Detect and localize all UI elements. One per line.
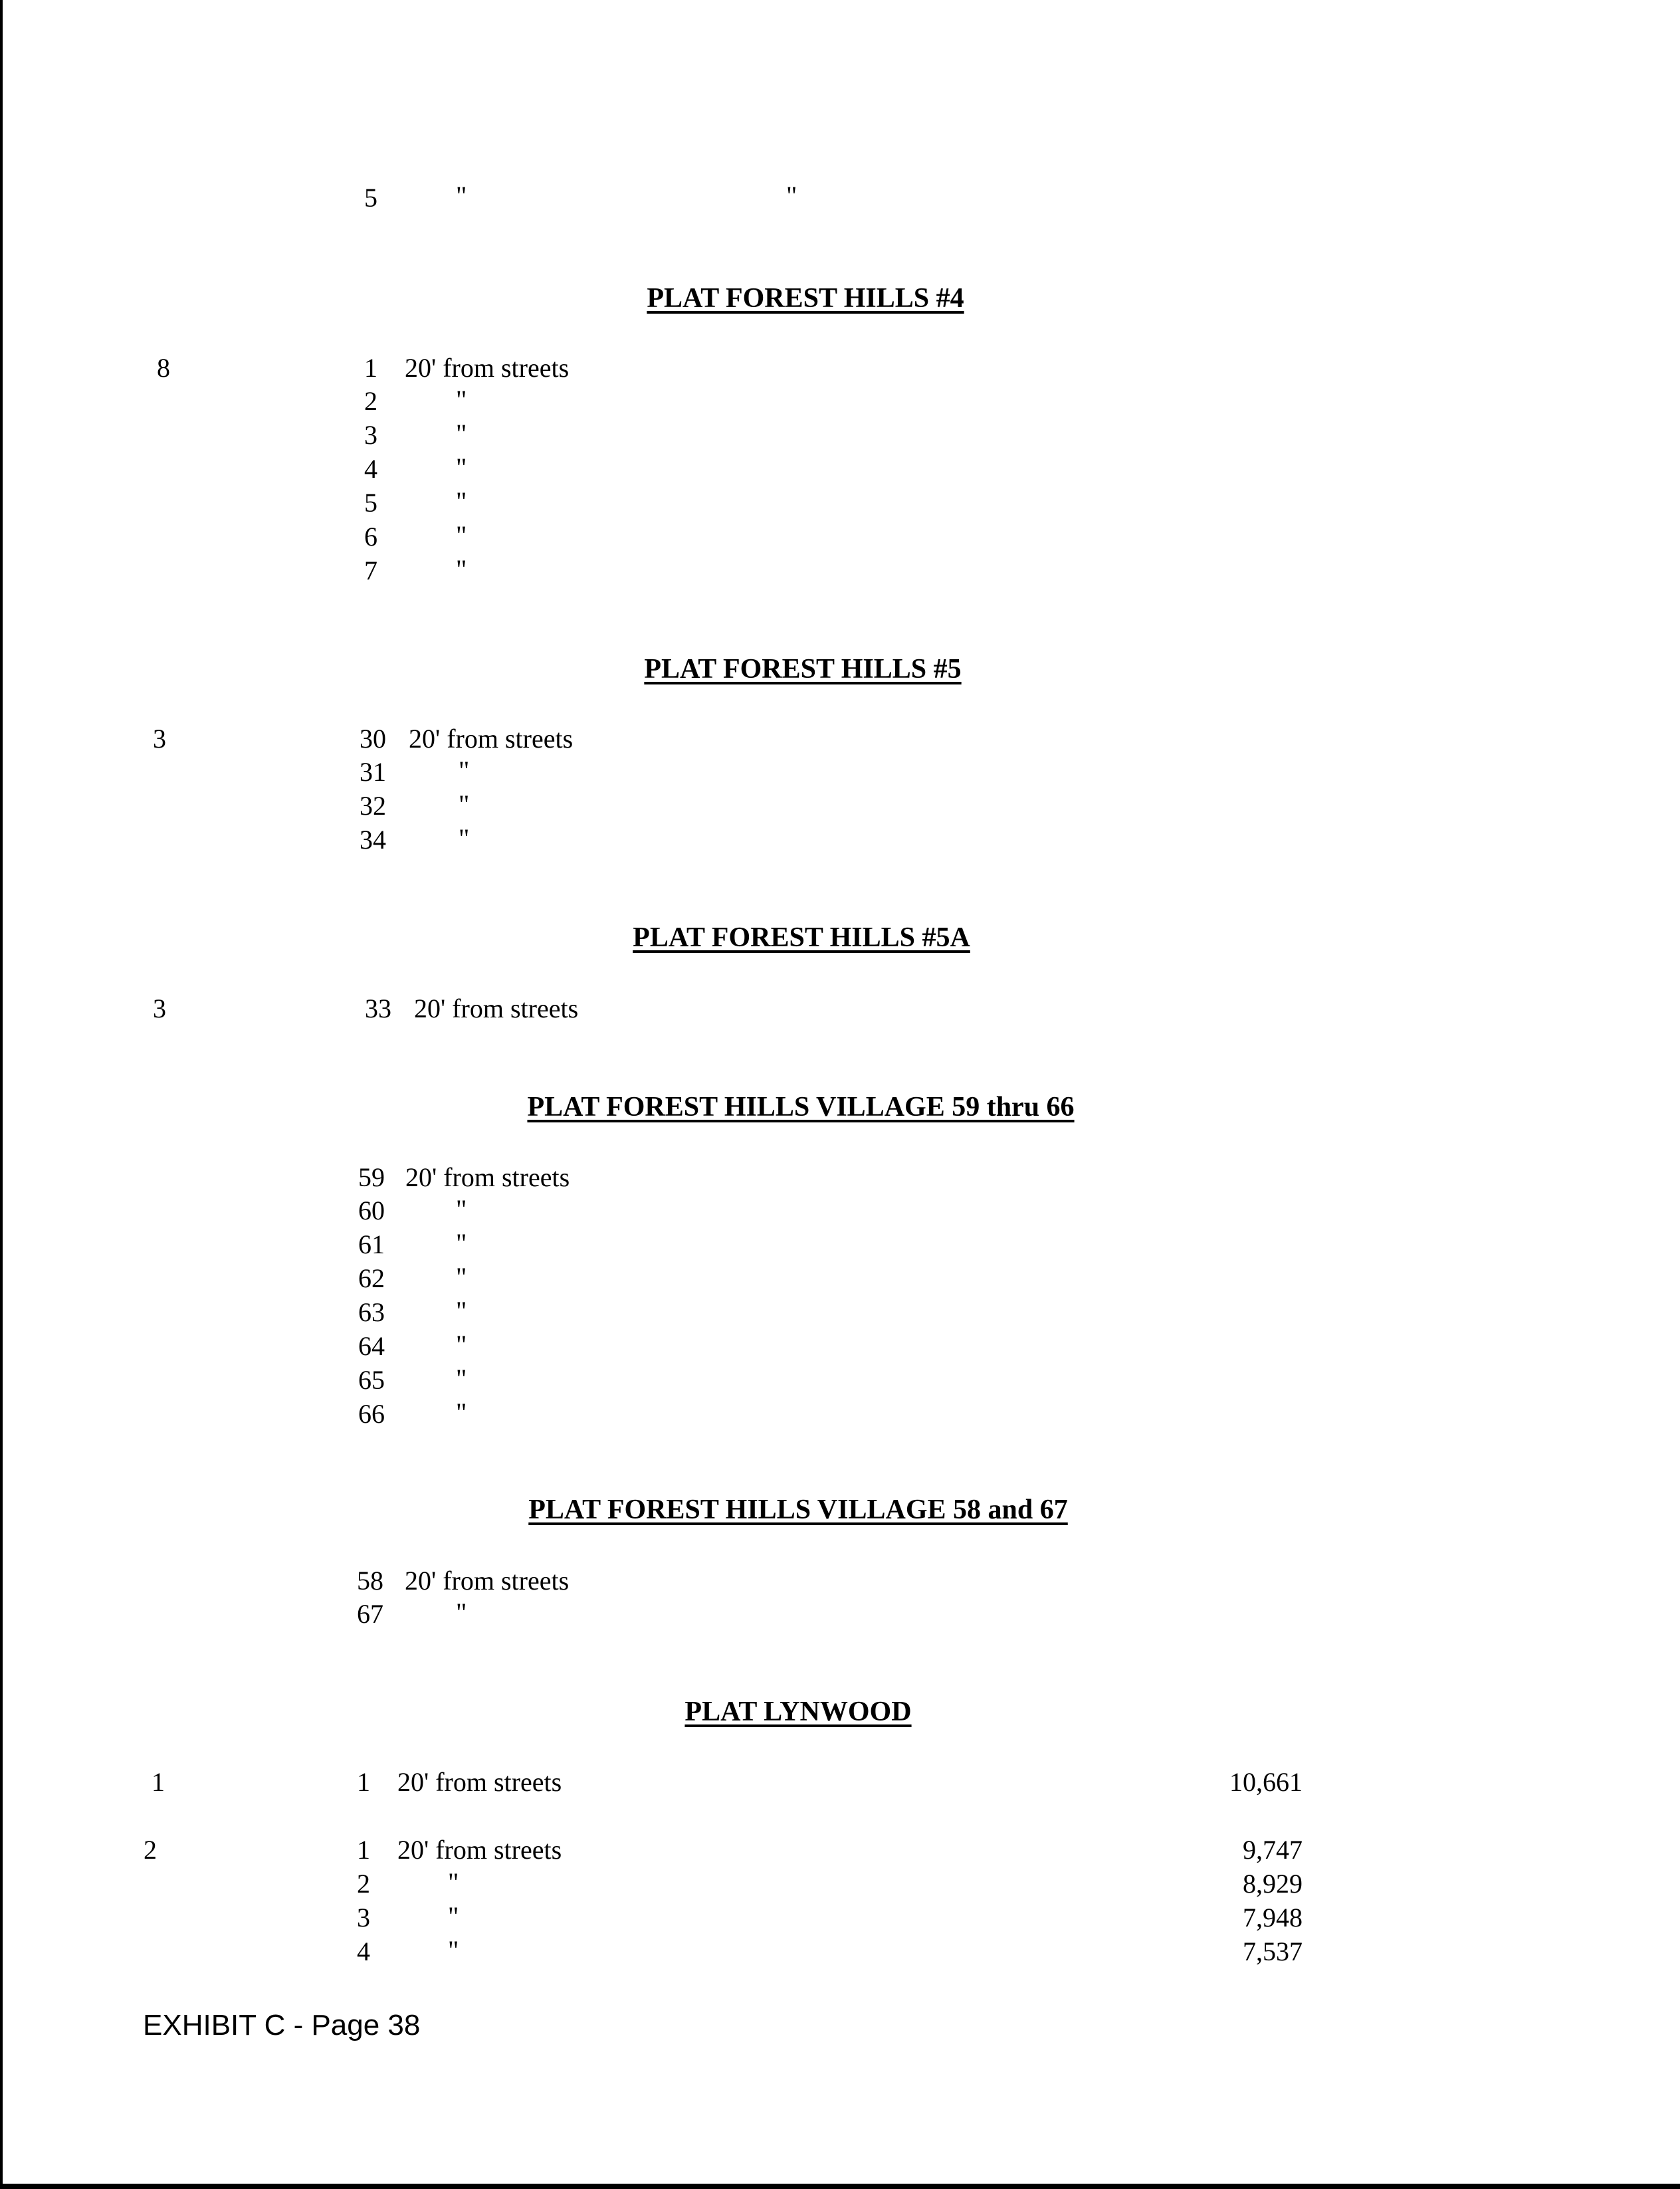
lot-number: 2 bbox=[364, 386, 377, 416]
lot-area: 8,929 bbox=[1243, 1869, 1303, 1899]
lot-number: 61 bbox=[358, 1229, 385, 1259]
lot-number: 63 bbox=[358, 1297, 385, 1327]
section-title: PLAT FOREST HILLS #5A bbox=[633, 922, 970, 953]
lot-number: 66 bbox=[358, 1399, 385, 1429]
lot-number: 59 bbox=[358, 1162, 385, 1192]
lot-number: 4 bbox=[357, 1936, 370, 1966]
page-border-bottom bbox=[0, 2184, 1680, 2189]
lot-number: 31 bbox=[360, 757, 386, 787]
ditto-mark: " bbox=[456, 181, 467, 211]
lot-number: 64 bbox=[358, 1331, 385, 1361]
lot-number: 58 bbox=[357, 1566, 383, 1596]
setback-text: " bbox=[459, 823, 470, 853]
lot-number: 34 bbox=[360, 825, 386, 855]
setback-text: " bbox=[448, 1935, 459, 1965]
setback-text: " bbox=[456, 1330, 467, 1360]
setback-text: 20' from streets bbox=[414, 993, 579, 1023]
setback-text: " bbox=[456, 1398, 467, 1427]
setback-text: " bbox=[456, 1296, 467, 1326]
lot-area: 7,537 bbox=[1243, 1936, 1303, 1966]
lot-area: 7,948 bbox=[1243, 1903, 1303, 1932]
setback-text: " bbox=[459, 756, 470, 785]
setback-text: " bbox=[448, 1901, 459, 1931]
lot-number: 4 bbox=[364, 454, 377, 484]
setback-text: " bbox=[456, 1262, 467, 1292]
setback-text: 20' from streets bbox=[397, 1835, 562, 1865]
lot-number: 5 bbox=[364, 488, 377, 518]
block-number: 3 bbox=[153, 724, 166, 754]
setback-text: " bbox=[456, 453, 467, 482]
lot-number: 67 bbox=[357, 1599, 383, 1629]
block-number: 1 bbox=[152, 1767, 165, 1797]
section-title: PLAT FOREST HILLS #4 bbox=[647, 283, 964, 314]
section-title: PLAT FOREST HILLS VILLAGE 59 thru 66 bbox=[527, 1092, 1075, 1122]
block-number: 8 bbox=[157, 353, 170, 383]
lot-number: 3 bbox=[364, 420, 377, 450]
setback-text: 20' from streets bbox=[397, 1767, 562, 1797]
lot-number: 1 bbox=[357, 1835, 370, 1865]
lot-number: 30 bbox=[360, 724, 386, 754]
setback-text: " bbox=[456, 520, 467, 550]
setback-text: " bbox=[456, 1598, 467, 1627]
setback-text: " bbox=[456, 486, 467, 516]
lot-number: 7 bbox=[364, 556, 377, 585]
lot-number: 1 bbox=[364, 353, 377, 383]
page-footer: EXHIBIT C - Page 38 bbox=[143, 2009, 421, 2041]
setback-text: 20' from streets bbox=[405, 1162, 570, 1192]
setback-text: 20' from streets bbox=[405, 353, 570, 383]
block-number: 2 bbox=[144, 1835, 157, 1865]
setback-text: " bbox=[448, 1867, 459, 1897]
lot-number: 6 bbox=[364, 522, 377, 552]
lot-area: 10,661 bbox=[1229, 1767, 1303, 1797]
section-title: PLAT LYNWOOD bbox=[684, 1697, 912, 1727]
lot-area: 9,747 bbox=[1243, 1835, 1303, 1865]
setback-text: " bbox=[456, 1228, 467, 1258]
setback-text: " bbox=[456, 385, 467, 415]
setback-text: " bbox=[459, 789, 470, 819]
lot-number: 62 bbox=[358, 1263, 385, 1293]
lot-number: 5 bbox=[364, 183, 377, 213]
lot-number: 60 bbox=[358, 1196, 385, 1225]
section-title: PLAT FOREST HILLS VILLAGE 58 and 67 bbox=[528, 1495, 1068, 1525]
lot-number: 3 bbox=[357, 1903, 370, 1932]
setback-text: " bbox=[456, 419, 467, 449]
block-number: 3 bbox=[153, 993, 166, 1023]
setback-text: 20' from streets bbox=[405, 1566, 570, 1596]
setback-text: " bbox=[456, 554, 467, 584]
ditto-mark: " bbox=[786, 181, 797, 211]
setback-text: " bbox=[456, 1364, 467, 1394]
lot-number: 2 bbox=[357, 1869, 370, 1899]
lot-number: 1 bbox=[357, 1767, 370, 1797]
section-title: PLAT FOREST HILLS #5 bbox=[644, 654, 962, 684]
page-border-left bbox=[0, 0, 3, 2189]
lot-number: 32 bbox=[360, 791, 386, 821]
setback-text: " bbox=[456, 1194, 467, 1224]
lot-number: 33 bbox=[365, 993, 391, 1023]
setback-text: 20' from streets bbox=[409, 724, 574, 754]
lot-number: 65 bbox=[358, 1365, 385, 1395]
